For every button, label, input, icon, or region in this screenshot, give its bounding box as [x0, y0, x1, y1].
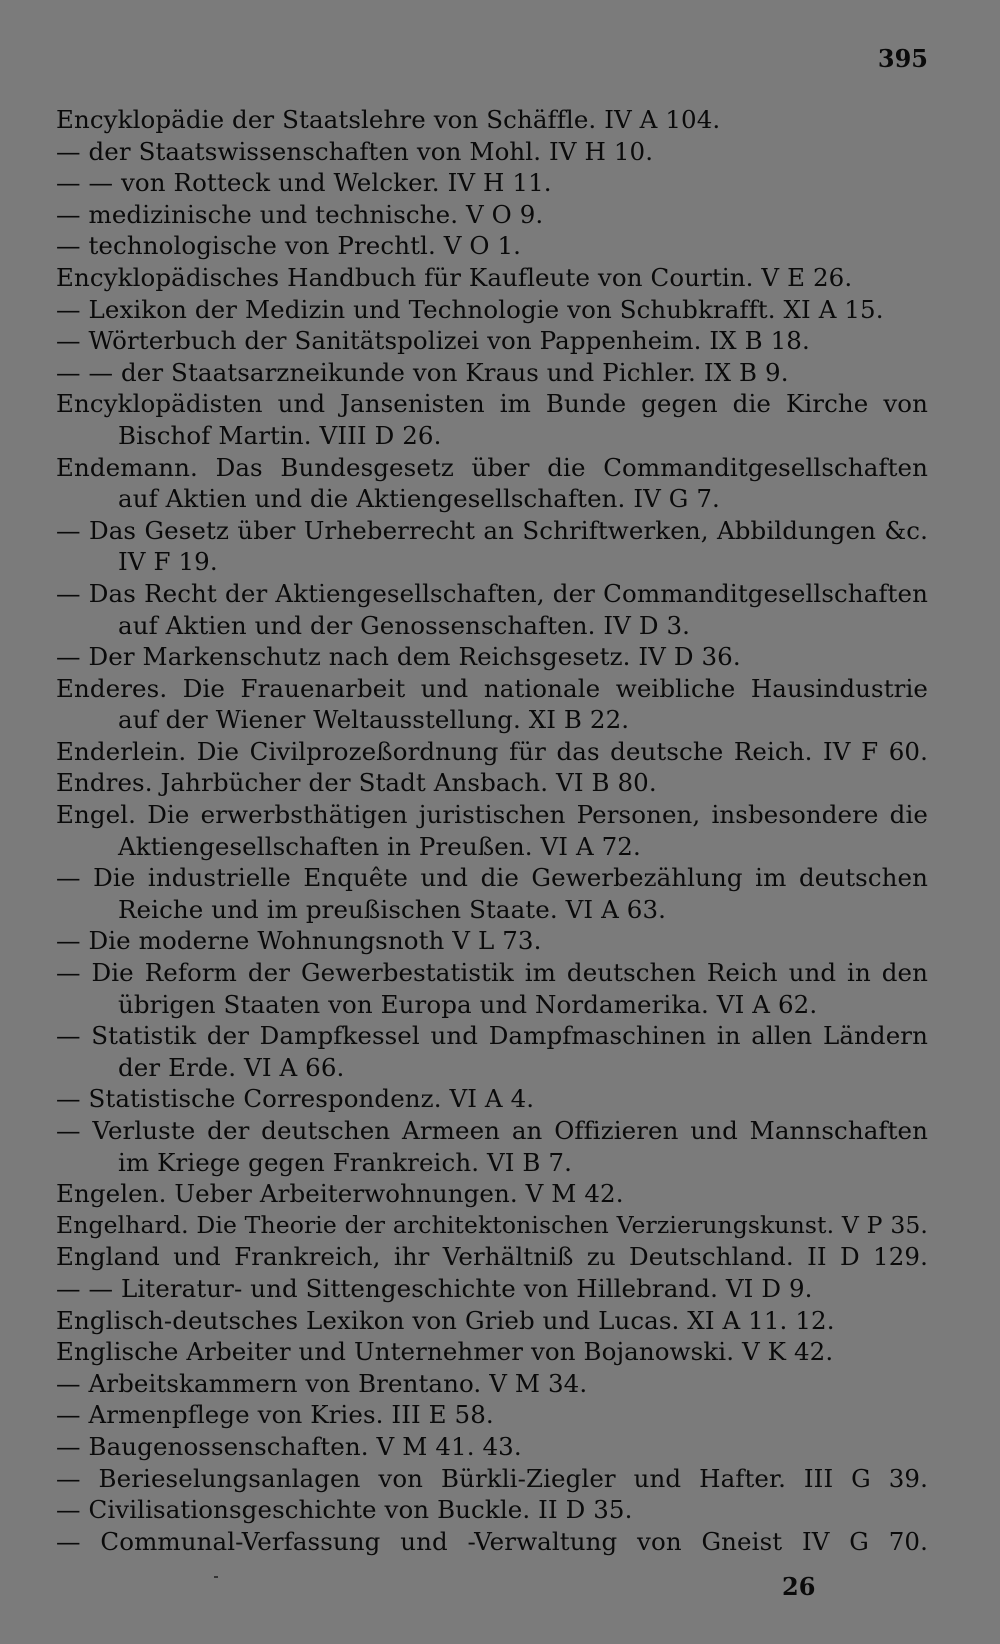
index-line: Encyklopädisten und Jansenisten im Bunde gegen die Kirche von [56, 389, 928, 419]
index-line: — Communal-Verfassung und -Verwaltung von Gneist IV G 70. [56, 1526, 928, 1556]
index-line: Enderlein. Die Civilprozeßordnung für das deutsche Reich. IV F 60. [56, 736, 928, 766]
index-line: Engelen. Ueber Arbeiterwohnungen. V M 42. [56, 1179, 624, 1209]
index-line: — Wörterbuch der Sanitätspolizei von Pappenheim. IX B 18. [56, 326, 810, 356]
index-line: auf der Wiener Weltausstellung. XI B 22. [118, 705, 630, 735]
index-line: — Civilisationsgeschichte von Buckle. II D 35. [56, 1495, 633, 1525]
index-line: — technologische von Prechtl. V O 1. [56, 231, 522, 261]
index-line: — — von Rotteck und Welcker. IV H 11. [56, 168, 552, 198]
index-line: — Berieselungsanlagen von Bürkli-Ziegler und Hafter. III G 39. [56, 1463, 928, 1493]
index-line: — Die moderne Wohnungsnoth V L 73. [56, 926, 542, 956]
index-line: auf Aktien und der Genossenschaften. IV D 3. [118, 610, 691, 640]
index-line: — — Literatur- und Sittengeschichte von Hillebrand. VI D 9. [56, 1273, 813, 1303]
index-line: Aktiengesellschaften in Preußen. VI A 72. [118, 831, 641, 861]
index-line: Engel. Die erwerbsthätigen juristischen Personen, insbesondere die [56, 800, 928, 830]
stray-mark [214, 1576, 218, 1578]
index-line: Englische Arbeiter und Unternehmer von Bojanowski. V K 42. [56, 1337, 834, 1367]
index-line: — Armenpflege von Kries. III E 58. [56, 1400, 494, 1430]
index-line: Encyklopädisches Handbuch für Kaufleute von Courtin. V E 26. [56, 262, 853, 292]
index-entries [56, 104, 928, 1557]
index-line: — Statistik der Dampfkessel und Dampfmaschinen in allen Ländern [56, 1021, 928, 1051]
signature-mark: 26 [782, 1572, 816, 1601]
index-line: Endemann. Das Bundesgesetz über die Commanditgesellschaften [56, 452, 928, 482]
index-line: — Die Reform der Gewerbestatistik im deutschen Reich und in den [56, 958, 928, 988]
index-line: — Lexikon der Medizin und Technologie von Schubkrafft. XI A 15. [56, 294, 884, 324]
index-line: Endres. Jahrbücher der Stadt Ansbach. VI B 80. [56, 768, 657, 798]
index-line: — Das Recht der Aktiengesellschaften, der Commanditgesellschaften [56, 578, 928, 608]
index-line: Englisch-deutsches Lexikon von Grieb und Lucas. XI A 11. 12. [56, 1305, 835, 1335]
index-line: Engelhard. Die Theorie der architektonischen Verzierungskunst. V P 35. [56, 1210, 928, 1239]
index-line: — Der Markenschutz nach dem Reichsgesetz. IV D 36. [56, 642, 741, 672]
index-line: — — der Staatsarzneikunde von Kraus und Pichler. IX B 9. [56, 357, 789, 387]
index-line: Reiche und im preußischen Staate. VI A 63. [118, 894, 667, 924]
index-line: — Verluste der deutschen Armeen an Offizieren und Mannschaften [56, 1116, 928, 1145]
page-number: 395 [877, 44, 928, 73]
index-line: der Erde. VI A 66. [118, 1052, 345, 1082]
index-line: England und Frankreich, ihr Verhältniß zu Deutschland. II D 129. [56, 1242, 928, 1272]
index-line: auf Aktien und die Aktiengesellschaften. IV G 7. [118, 484, 720, 514]
index-line: im Kriege gegen Frankreich. VI B 7. [118, 1147, 572, 1177]
index-line: — Arbeitskammern von Brentano. V M 34. [56, 1368, 588, 1398]
index-line: — Das Gesetz über Urheberrecht an Schriftwerken, Abbildungen &c. [56, 515, 928, 545]
index-line: — Baugenossenschaften. V M 41. 43. [56, 1431, 522, 1461]
index-line: IV F 19. [118, 547, 218, 577]
index-line: — der Staatswissenschaften von Mohl. IV H 10. [56, 136, 654, 166]
index-line: — medizinische und technische. V O 9. [56, 199, 544, 229]
index-line: Bischof Martin. VIII D 26. [118, 420, 442, 450]
index-line: übrigen Staaten von Europa und Nordamerika. VI A 62. [118, 989, 818, 1019]
index-line: — Die industrielle Enquête und die Gewerbezählung im deutschen [56, 863, 928, 893]
index-line: Encyklopädie der Staatslehre von Schäffle. IV A 104. [56, 105, 721, 134]
index-line: — Statistische Correspondenz. VI A 4. [56, 1084, 535, 1114]
index-line: Enderes. Die Frauenarbeit und nationale weibliche Hausindustrie [56, 673, 928, 703]
